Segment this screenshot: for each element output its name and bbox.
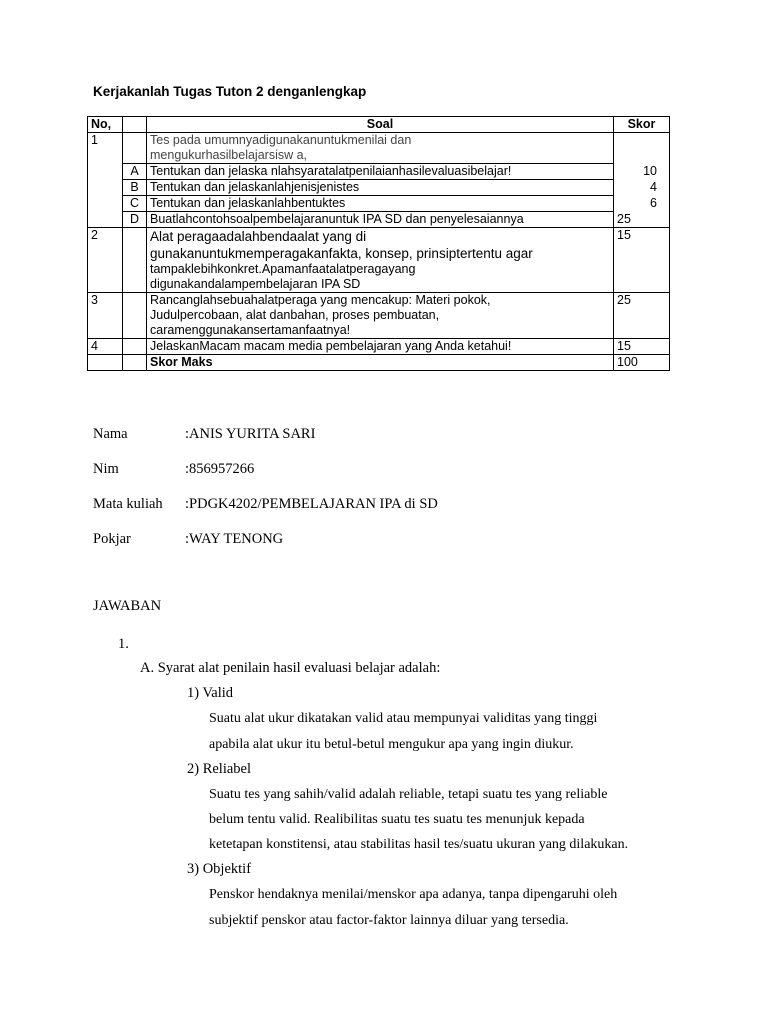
answer-item-line: Suatu tes yang sahih/valid adalah reliable, tetapi suatu tes yang reliable xyxy=(209,787,608,802)
q1-intro xyxy=(147,133,614,164)
q2-sub-blank xyxy=(123,228,147,293)
table-row xyxy=(88,228,670,293)
header-skor: Skor xyxy=(614,117,670,133)
q3-text xyxy=(147,293,614,339)
q3-skor: 25 xyxy=(614,293,670,339)
q1-no-cont xyxy=(88,196,123,212)
q1-no-cont xyxy=(88,180,123,196)
q1d-label: D xyxy=(123,212,147,228)
table-header-row xyxy=(88,117,670,133)
answer-item-label: 3) Objektif xyxy=(187,861,252,877)
q3-line: caramenggunakansertamanfaatnya! xyxy=(150,323,351,337)
q1-sub-blank xyxy=(123,133,147,164)
info-value: :ANIS YURITA SARI xyxy=(185,426,316,442)
table-row xyxy=(88,133,670,164)
q4-text: JelaskanMacam macam media pembelajaran yang Anda ketahui! xyxy=(147,339,614,355)
total-no-blank xyxy=(88,355,123,371)
q1b-skor: 4 xyxy=(614,180,670,196)
q1-no-cont xyxy=(88,212,123,228)
answer-item-line: Penskor hendaknya menilai/menskor apa adanya, tanpa dipengaruhi oleh xyxy=(209,887,618,902)
q1-number: 1 xyxy=(88,133,123,164)
q3-line: Rancanglahsebuahalatperaga yang mencakup: Materi pokok, xyxy=(150,293,491,307)
q2-line: gunakanuntukmemperagakanfakta, konsep, prinsiptertentu agar xyxy=(150,246,533,261)
q1d-skor: 25 xyxy=(614,212,670,228)
answer-item-line: Suatu alat ukur dikatakan valid atau mempunyai validitas yang tinggi xyxy=(209,711,598,726)
q4-sub-blank xyxy=(123,339,147,355)
q2-skor: 15 xyxy=(614,228,670,293)
q3-sub-blank xyxy=(123,293,147,339)
answer-item-label: 1) Valid xyxy=(187,685,234,701)
q1c-skor: 6 xyxy=(614,196,670,212)
info-value: :PDGK4202/PEMBELAJARAN IPA di SD xyxy=(185,496,438,512)
answer-item-label: 2) Reliabel xyxy=(187,761,252,777)
q1-no-cont xyxy=(88,164,123,180)
q1d-text: Buatlahcontohsoalpembelajaranuntuk IPA SD dan penyelesaiannya xyxy=(147,212,614,228)
q2-number: 2 xyxy=(88,228,123,293)
table-row xyxy=(88,180,670,196)
q2-line: tampaklebihkonkret.Apamanfaatalatperagayang xyxy=(150,262,416,276)
q1a-text: Tentukan dan jelaska nlahsyaratalatpenilaianhasilevaluasibelajar! xyxy=(147,164,614,180)
answer-title: JAWABAN xyxy=(93,598,162,614)
q1c-label: C xyxy=(123,196,147,212)
table-row xyxy=(88,196,670,212)
q1-intro-line: mengukurhasilbelajarsisw a, xyxy=(150,148,308,162)
table-row xyxy=(88,339,670,355)
info-label: Pokjar xyxy=(93,531,131,547)
assignment-heading: Kerjakanlah Tugas Tuton 2 denganlengkap xyxy=(93,84,367,99)
info-value: :WAY TENONG xyxy=(185,531,284,547)
q2-line: digunakandalampembelajaran IPA SD xyxy=(150,277,361,291)
answer-item-line: apabila alat ukur itu betul-betul mengukur apa yang ingin diukur. xyxy=(209,737,574,752)
header-soal: Soal xyxy=(147,117,614,133)
q1b-label: B xyxy=(123,180,147,196)
total-row xyxy=(88,355,670,371)
q1c-text: Tentukan dan jelaskanlahbentuktes xyxy=(147,196,614,212)
q1a-label: A xyxy=(123,164,147,180)
table-row xyxy=(88,212,670,228)
question-table xyxy=(87,116,670,371)
info-label: Nama xyxy=(93,426,128,442)
answer-item-line: belum tentu valid. Realibilitas suatu tes suatu tes menunjuk kepada xyxy=(209,812,585,827)
q3-number: 3 xyxy=(88,293,123,339)
total-skor: 100 xyxy=(614,355,670,371)
answer-section-a: A. Syarat alat penilain hasil evaluasi belajar adalah: xyxy=(140,660,441,676)
info-label: Mata kuliah xyxy=(93,496,163,512)
total-sub-blank xyxy=(123,355,147,371)
info-value: :856957266 xyxy=(185,461,255,477)
answer-item-line: ketetapan konstitensi, atau stabilitas hasil tes/suatu ukuran yang dilakukan. xyxy=(209,837,629,852)
table-row xyxy=(88,164,670,180)
total-label: Skor Maks xyxy=(147,355,614,371)
q4-number: 4 xyxy=(88,339,123,355)
table-row xyxy=(88,293,670,339)
q1a-skor: 10 xyxy=(614,164,670,180)
answer-item-line: subjektif penskor atau factor-faktor lainnya diluar yang tersedia. xyxy=(209,913,569,928)
header-no: No, xyxy=(88,117,123,133)
q1b-text: Tentukan dan jelaskanlahjenisjenistes xyxy=(147,180,614,196)
info-label: Nim xyxy=(93,461,119,477)
q2-text xyxy=(147,228,614,293)
q1-intro-line: Tes pada umumnyadigunakanuntukmenilai dan xyxy=(150,133,412,147)
q2-line: Alat peragaadalahbendaalat yang di xyxy=(150,229,367,244)
q3-line: Judulpercobaan, alat danbahan, proses pembuatan, xyxy=(150,308,440,322)
q4-skor: 15 xyxy=(614,339,670,355)
q1-skor-blank xyxy=(614,133,670,164)
answer-number: 1. xyxy=(118,636,129,652)
header-sub-blank xyxy=(123,117,147,133)
